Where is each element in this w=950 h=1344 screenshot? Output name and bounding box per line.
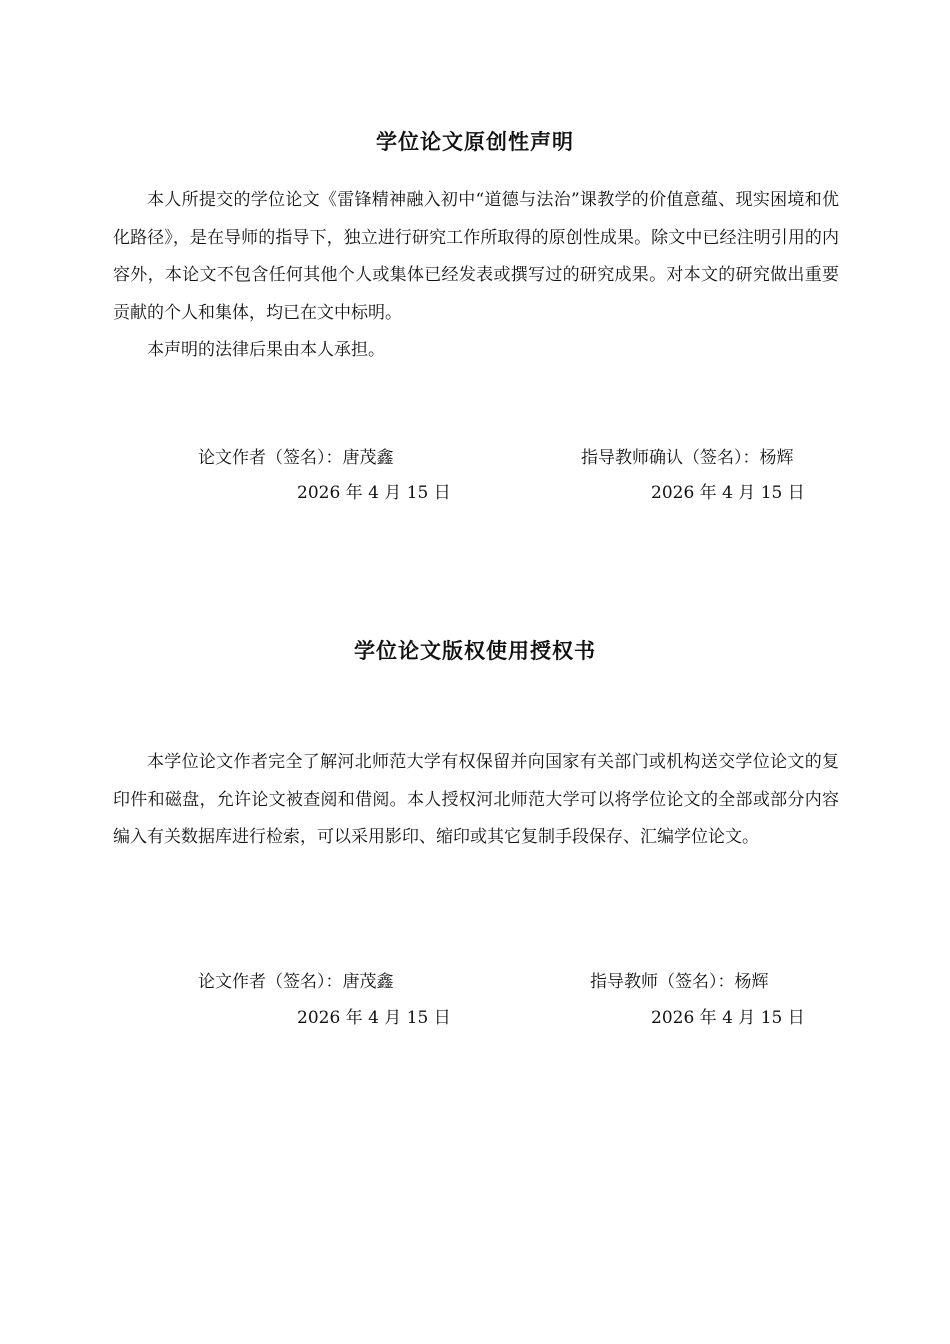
authorization-paragraph: 本学位论文作者完全了解河北师范大学有权保留并向国家有关部门或机构送交学位论文的复印件和磁盘，允许论文被查阅和借阅。本人授权河北师范大学可以将学位论文的全部或部分内容编入有关数据库进行检索，可以采用影印、缩印或其它复制手段保存、汇编学位论文。 xyxy=(113,752,839,847)
authorization-title: 学位论文版权使用授权书 xyxy=(354,639,596,663)
declaration-advisor-date: 2026 年 4 月 15 日 xyxy=(651,483,805,503)
authorization-author-signature: 论文作者（签名）：唐茂鑫 xyxy=(198,972,394,992)
declaration-paragraph: 本人所提交的学位论文《雷锋精神融入初中“道德与法治”课教学的价值意蕴、现实困境和优化路径》，是在导师的指导下，独立进行研究工作所取得的原创性成果。除文中已经注明引用的内容外，本论文不包含任何其他个人或集体已经发表或撰写过的研究成果。对本文的研究做出重要贡献的个人和集体，均已在文中标明。 xyxy=(113,190,839,323)
declaration-author-signature: 论文作者（签名）：唐茂鑫 xyxy=(198,448,394,468)
declaration-liability-paragraph: 本声明的法律后果由本人承担。 xyxy=(147,340,385,360)
authorization-advisor-signature: 指导教师（签名）：杨辉 xyxy=(590,972,769,992)
declaration-author-date: 2026 年 4 月 15 日 xyxy=(297,483,451,503)
declaration-title: 学位论文原创性声明 xyxy=(376,130,574,154)
authorization-advisor-date: 2026 年 4 月 15 日 xyxy=(651,1008,805,1028)
authorization-author-date: 2026 年 4 月 15 日 xyxy=(297,1008,451,1028)
declaration-advisor-signature: 指导教师确认（签名）：杨辉 xyxy=(581,448,794,468)
